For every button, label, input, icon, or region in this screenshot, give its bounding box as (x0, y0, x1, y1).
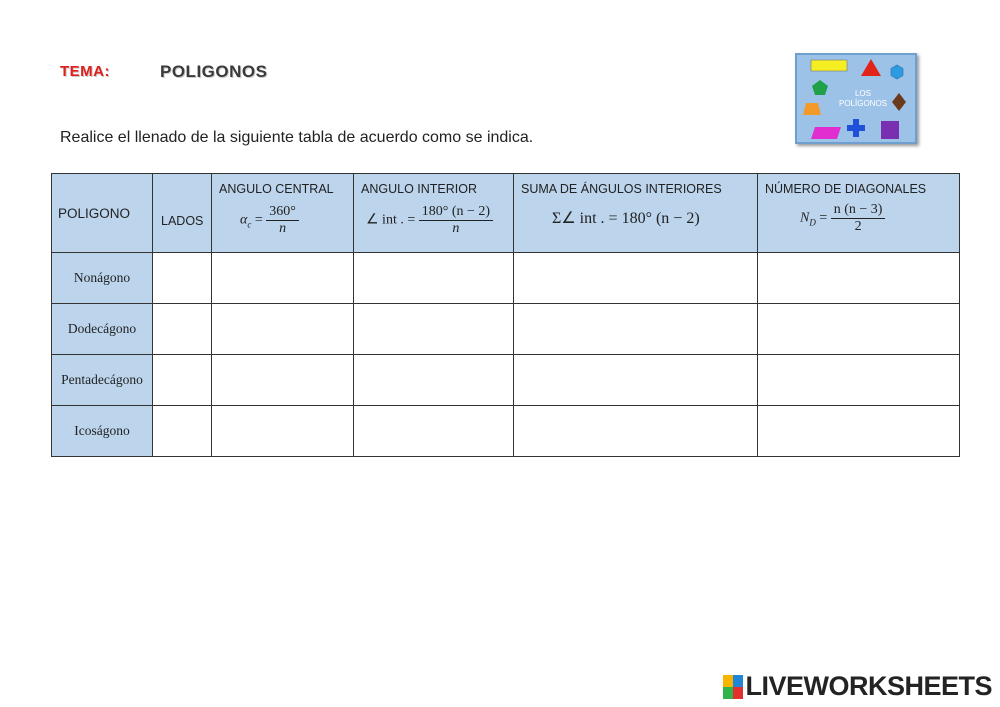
table-header-row (52, 174, 960, 253)
answer-cell-suma-angulos[interactable] (514, 355, 758, 406)
polygons-table (51, 173, 960, 457)
answer-cell-diagonales[interactable] (758, 253, 960, 304)
header-lados: LADOS (153, 174, 212, 253)
answer-cell-angulo-central[interactable] (212, 304, 354, 355)
formula-suma-angulos: Σ∠ int . = 180° (n − 2) (552, 210, 700, 227)
answer-cell-angulo-central[interactable] (212, 253, 354, 304)
answer-cell-angulo-central[interactable] (212, 355, 354, 406)
answer-cell-diagonales[interactable] (758, 355, 960, 406)
liveworksheets-brand: LIVEWORKSHEETS (745, 671, 992, 701)
badge-caption-line1: LOS (854, 89, 871, 98)
answer-cell-angulo-interior[interactable] (354, 253, 514, 304)
answer-cell-suma-angulos[interactable] (514, 406, 758, 457)
row-label-icosagono: Icoságono (52, 406, 153, 457)
liveworksheets-footer (723, 671, 992, 702)
answer-cell-angulo-central[interactable] (212, 406, 354, 457)
answer-cell-angulo-interior[interactable] (354, 355, 514, 406)
instruction-text: Realice el llenado de la siguiente tabla de acuerdo como se indica. (60, 129, 534, 146)
row-label-pentadecagono: Pentadecágono (52, 355, 153, 406)
row-label-dodecagono: Dodecágono (52, 304, 153, 355)
answer-cell-angulo-interior[interactable] (354, 406, 514, 457)
header-angulo-interior: ANGULO INTERIOR ∠ int . = $\frac{180^\circ (n - 2)}{n}$ (354, 174, 514, 253)
table-row (52, 406, 960, 457)
row-label-nonagono: Nonágono (52, 253, 153, 304)
answer-cell-angulo-interior[interactable] (354, 304, 514, 355)
answer-cell-suma-angulos[interactable] (514, 304, 758, 355)
table-row (52, 304, 960, 355)
header-suma-angulos: SUMA DE ÁNGULOS INTERIORES Σ∠ int . = 180° (n − 2) (514, 174, 758, 253)
answer-cell-lados[interactable] (153, 355, 212, 406)
header-poligono: POLIGONO (52, 174, 153, 253)
formula-diagonales: $N_D$ = $\frac{n (n - 3)}{2}$ (758, 202, 959, 235)
formula-angulo-central: $\alpha_c$ = $\frac{360^\circ}{n}$ (212, 204, 353, 237)
badge-caption (837, 89, 889, 109)
table-row (52, 355, 960, 406)
answer-cell-diagonales[interactable] (758, 406, 960, 457)
liveworksheets-logo-icon (723, 675, 743, 699)
header-angulo-central: ANGULO CENTRAL $\alpha_c$ = $\frac{360^\circ}{n}$ (212, 174, 354, 253)
answer-cell-lados[interactable] (153, 253, 212, 304)
polygons-badge-image (795, 53, 917, 144)
badge-caption-line2: POLÍGONOS (838, 99, 887, 108)
answer-cell-diagonales[interactable] (758, 304, 960, 355)
tema-label: TEMA: (60, 63, 110, 80)
header-diagonales: NÚMERO DE DIAGONALES $N_D$ = $\frac{n (n - 3)}{2}$ (758, 174, 960, 253)
answer-cell-suma-angulos[interactable] (514, 253, 758, 304)
answer-cell-lados[interactable] (153, 304, 212, 355)
table-row (52, 253, 960, 304)
answer-cell-lados[interactable] (153, 406, 212, 457)
formula-angulo-interior: ∠ int . = $\frac{180^\circ (n - 2)}{n}$ (354, 204, 513, 237)
tema-title: POLIGONOS (160, 62, 268, 81)
